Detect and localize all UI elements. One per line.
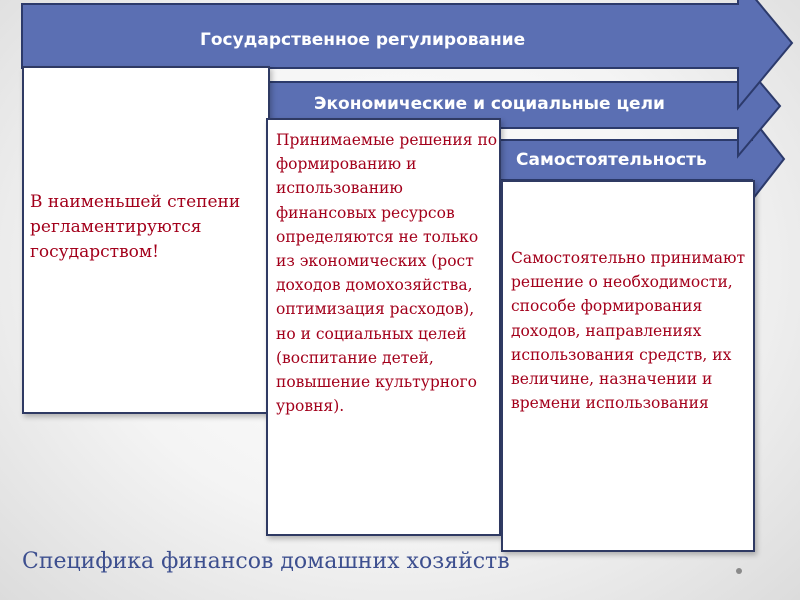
page-title: Специфика финансов домашних хозяйств	[22, 549, 510, 574]
bullet-dot	[736, 568, 742, 574]
box-decisions	[266, 118, 501, 536]
box-independent	[501, 180, 755, 552]
arrow-label-state-regulation: Государственное регулирование	[200, 30, 526, 50]
arrow-label-independence: Самостоятельность	[516, 150, 707, 170]
box-least-regulated-text: В наименьшей степени регламентируются государством!	[30, 192, 241, 262]
box-least-regulated	[22, 66, 270, 414]
box-independent-text: Самостоятельно принимают решение о необходимости, способе формирования доходов, направлениях использования средств, их величине, назначении и времени использования	[511, 249, 746, 413]
arrow-label-goals: Экономические и социальные цели	[314, 94, 665, 114]
box-decisions-text: Принимаемые решения по формированию и использованию финансовых ресурсов определяются не только из экономических (рост доходов домохозяйства, оптимизация расходов), но и социальных целей (воспитание детей, повышение культурного уровня).	[276, 131, 498, 416]
